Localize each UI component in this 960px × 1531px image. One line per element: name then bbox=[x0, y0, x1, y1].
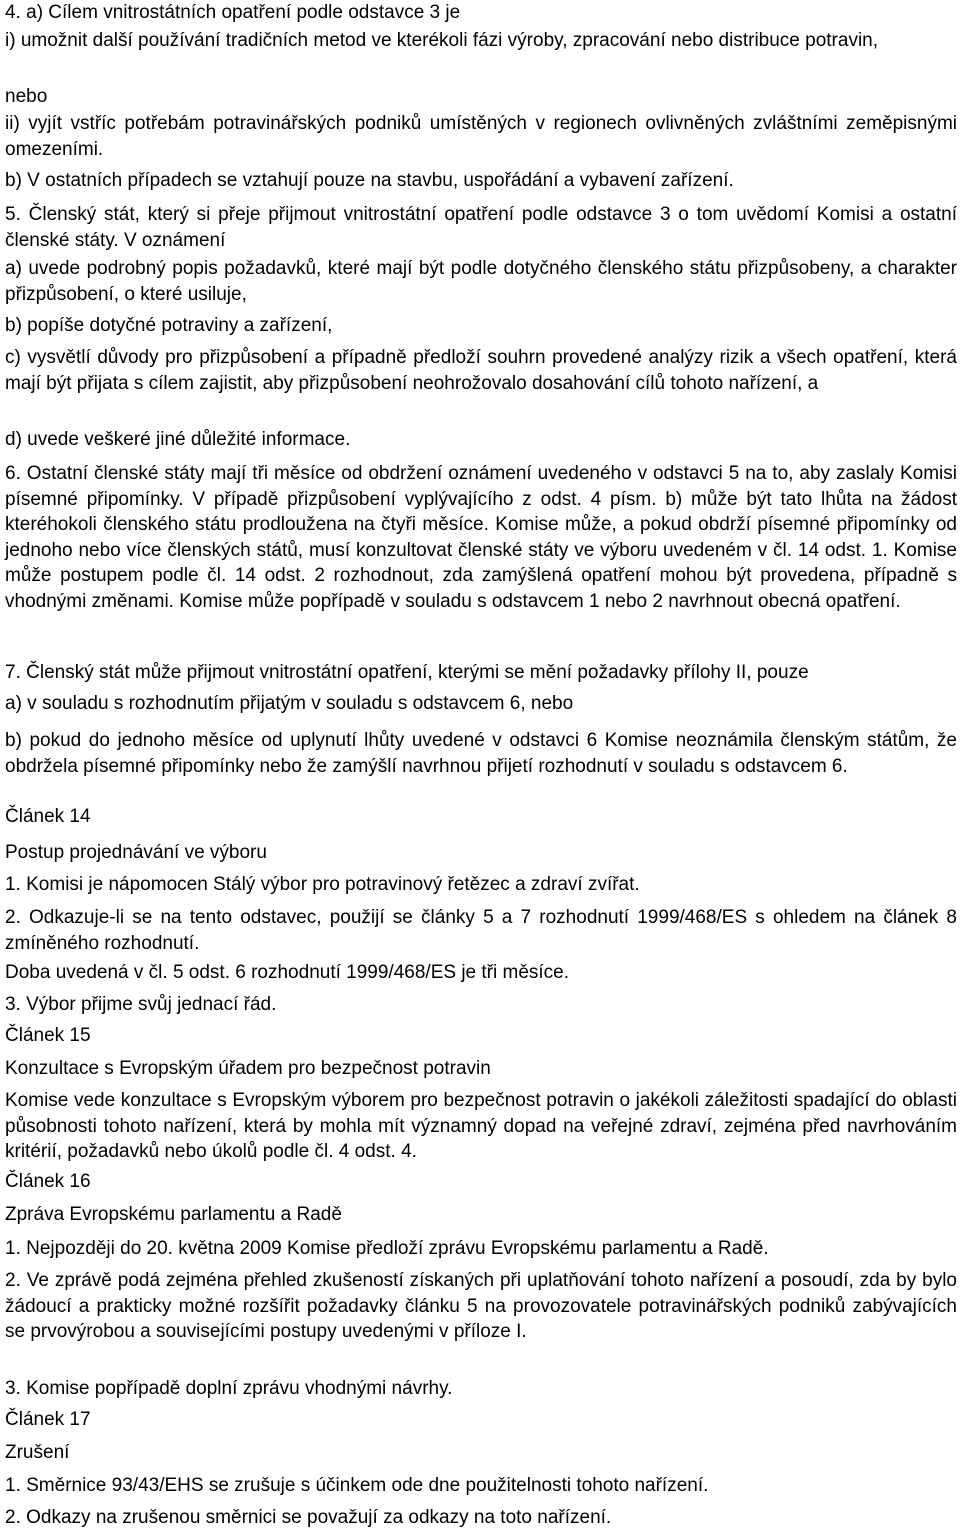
article-15-heading: Článek 15 bbox=[5, 1025, 91, 1046]
para-4a-ii: ii) vyjít vstříc potřebám potravinářských podniků umístěných v regionech ovlivněných zvláštními zeměpisnými omezeními. bbox=[5, 113, 957, 160]
article-15-body: Komise vede konzultace s Evropským výborem pro bezpečnost potravin o jakékoli záležitosti spadající do oblasti působnosti tohoto nařízení, která by mohla mít významný dopad na veřejné zdraví, zejména před navrhováním kritérií, požadavků nebo úkolů podle čl. 4 odst. 4. bbox=[5, 1090, 957, 1162]
para-7: 7. Členský stát může přijmout vnitrostátní opatření, kterými se mění požadavky přílohy II, pouze bbox=[5, 662, 809, 683]
para-5d: d) uvede veškeré jiné důležité informace. bbox=[5, 429, 351, 450]
article-14-para-1: 1. Komisi je nápomocen Stálý výbor pro potravinový řetězec a zdraví zvířat. bbox=[5, 874, 640, 895]
document-body bbox=[5, 0, 957, 1529]
article-17-title: Zrušení bbox=[5, 1442, 70, 1463]
article-14-title: Postup projednávání ve výboru bbox=[5, 842, 267, 863]
article-16-para-3: 3. Komise popřípadě doplní zprávu vhodnými návrhy. bbox=[5, 1378, 453, 1399]
para-4b: b) V ostatních případech se vztahují pouze na stavbu, uspořádání a vybavení zařízení. bbox=[5, 170, 734, 191]
article-17-para-2: 2. Odkazy na zrušenou směrnici se považují za odkazy na toto nařízení. bbox=[5, 1507, 612, 1528]
para-7a: a) v souladu s rozhodnutím přijatým v souladu s odstavcem 6, nebo bbox=[5, 693, 574, 714]
article-14-para-2: 2. Odkazuje-li se na tento odstavec, použijí se články 5 a 7 rozhodnutí 1999/468/ES s ohledem na článek 8 zmíněného rozhodnutí. bbox=[5, 907, 957, 954]
article-17-para-1: 1. Směrnice 93/43/EHS se zrušuje s účinkem ode dne použitelnosti tohoto nařízení. bbox=[5, 1475, 709, 1496]
para-5: 5. Členský stát, který si přeje přijmout vnitrostátní opatření podle odstavce 3 o tom uvědomí Komisi a ostatní členské státy. V oznámení bbox=[5, 204, 957, 251]
article-14-para-2-period: Doba uvedená v čl. 5 odst. 6 rozhodnutí 1999/468/ES je tři měsíce. bbox=[5, 962, 570, 983]
para-5a: a) uvede podrobný popis požadavků, které mají být podle dotyčného členského státu přizpůsobeny, a charakter přizpůsobení, o které usiluje, bbox=[5, 258, 957, 305]
article-16-heading: Článek 16 bbox=[5, 1171, 91, 1192]
para-5b: b) popíše dotyčné potraviny a zařízení, bbox=[5, 315, 333, 336]
article-15-title: Konzultace s Evropským úřadem pro bezpečnost potravin bbox=[5, 1058, 491, 1079]
article-14-heading: Článek 14 bbox=[5, 806, 91, 827]
article-16-para-1: 1. Nejpozději do 20. května 2009 Komise předloží zprávu Evropskému parlamentu a Radě. bbox=[5, 1238, 769, 1259]
para-4a: 4. a) Cílem vnitrostátních opatření podle odstavce 3 je bbox=[5, 2, 461, 23]
para-7b: b) pokud do jednoho měsíce od uplynutí lhůty uvedené v odstavci 6 Komise neoznámila členským státům, že obdržela písemné připomínky nebo že zamýšlí navrhnou přijetí rozhodnutí v souladu s odstavcem 6. bbox=[5, 730, 957, 777]
para-or: nebo bbox=[5, 86, 48, 107]
para-4a-i: i) umožnit další používání tradičních metod ve kterékoli fázi výroby, zpracování nebo distribuce potravin, bbox=[5, 30, 879, 51]
article-17-heading: Článek 17 bbox=[5, 1409, 91, 1430]
para-6: 6. Ostatní členské státy mají tři měsíce od obdržení oznámení uvedeného v odstavci 5 na to, aby zaslaly Komisi písemné připomínky. V případě přizpůsobení vyplývajícího z odst. 4 písm. b) může být tato lhůta na žádost kteréhokoli členského státu prodloužena na čtyři měsíce. Komise může, a pokud obdrží písemné připomínky od jednoho nebo více členských států, musí konzultovat členské státy ve výboru uvedeném v čl. 14 odst. 1. Komise může postupem podle čl. 14 odst. 2 rozhodnout, zda zamýšlená opatření mohou být provedena, případně s vhodnými změnami. Komise může popřípadě v souladu s odstavcem 1 nebo 2 navrhnout obecná opatření. bbox=[5, 463, 957, 612]
article-16-para-2: 2. Ve zprávě podá zejména přehled zkušeností získaných při uplatňování tohoto nařízení a posoudí, zda by bylo žádoucí a prakticky možné rozšířit požadavky článku 5 na provozovatele potravinářských podniků zabývajících se prvovýrobou a souvisejícími postupy uvedenými v příloze I. bbox=[5, 1270, 957, 1342]
article-14-para-3: 3. Výbor přijme svůj jednací řád. bbox=[5, 994, 277, 1015]
para-5c: c) vysvětlí důvody pro přizpůsobení a případně předloží souhrn provedené analýzy rizik a všech opatření, která mají být přijata s cílem zajistit, aby přizpůsobení neohrožovalo dosahování cílů tohoto nařízení, a bbox=[5, 347, 957, 394]
article-16-title: Zpráva Evropskému parlamentu a Radě bbox=[5, 1204, 342, 1225]
